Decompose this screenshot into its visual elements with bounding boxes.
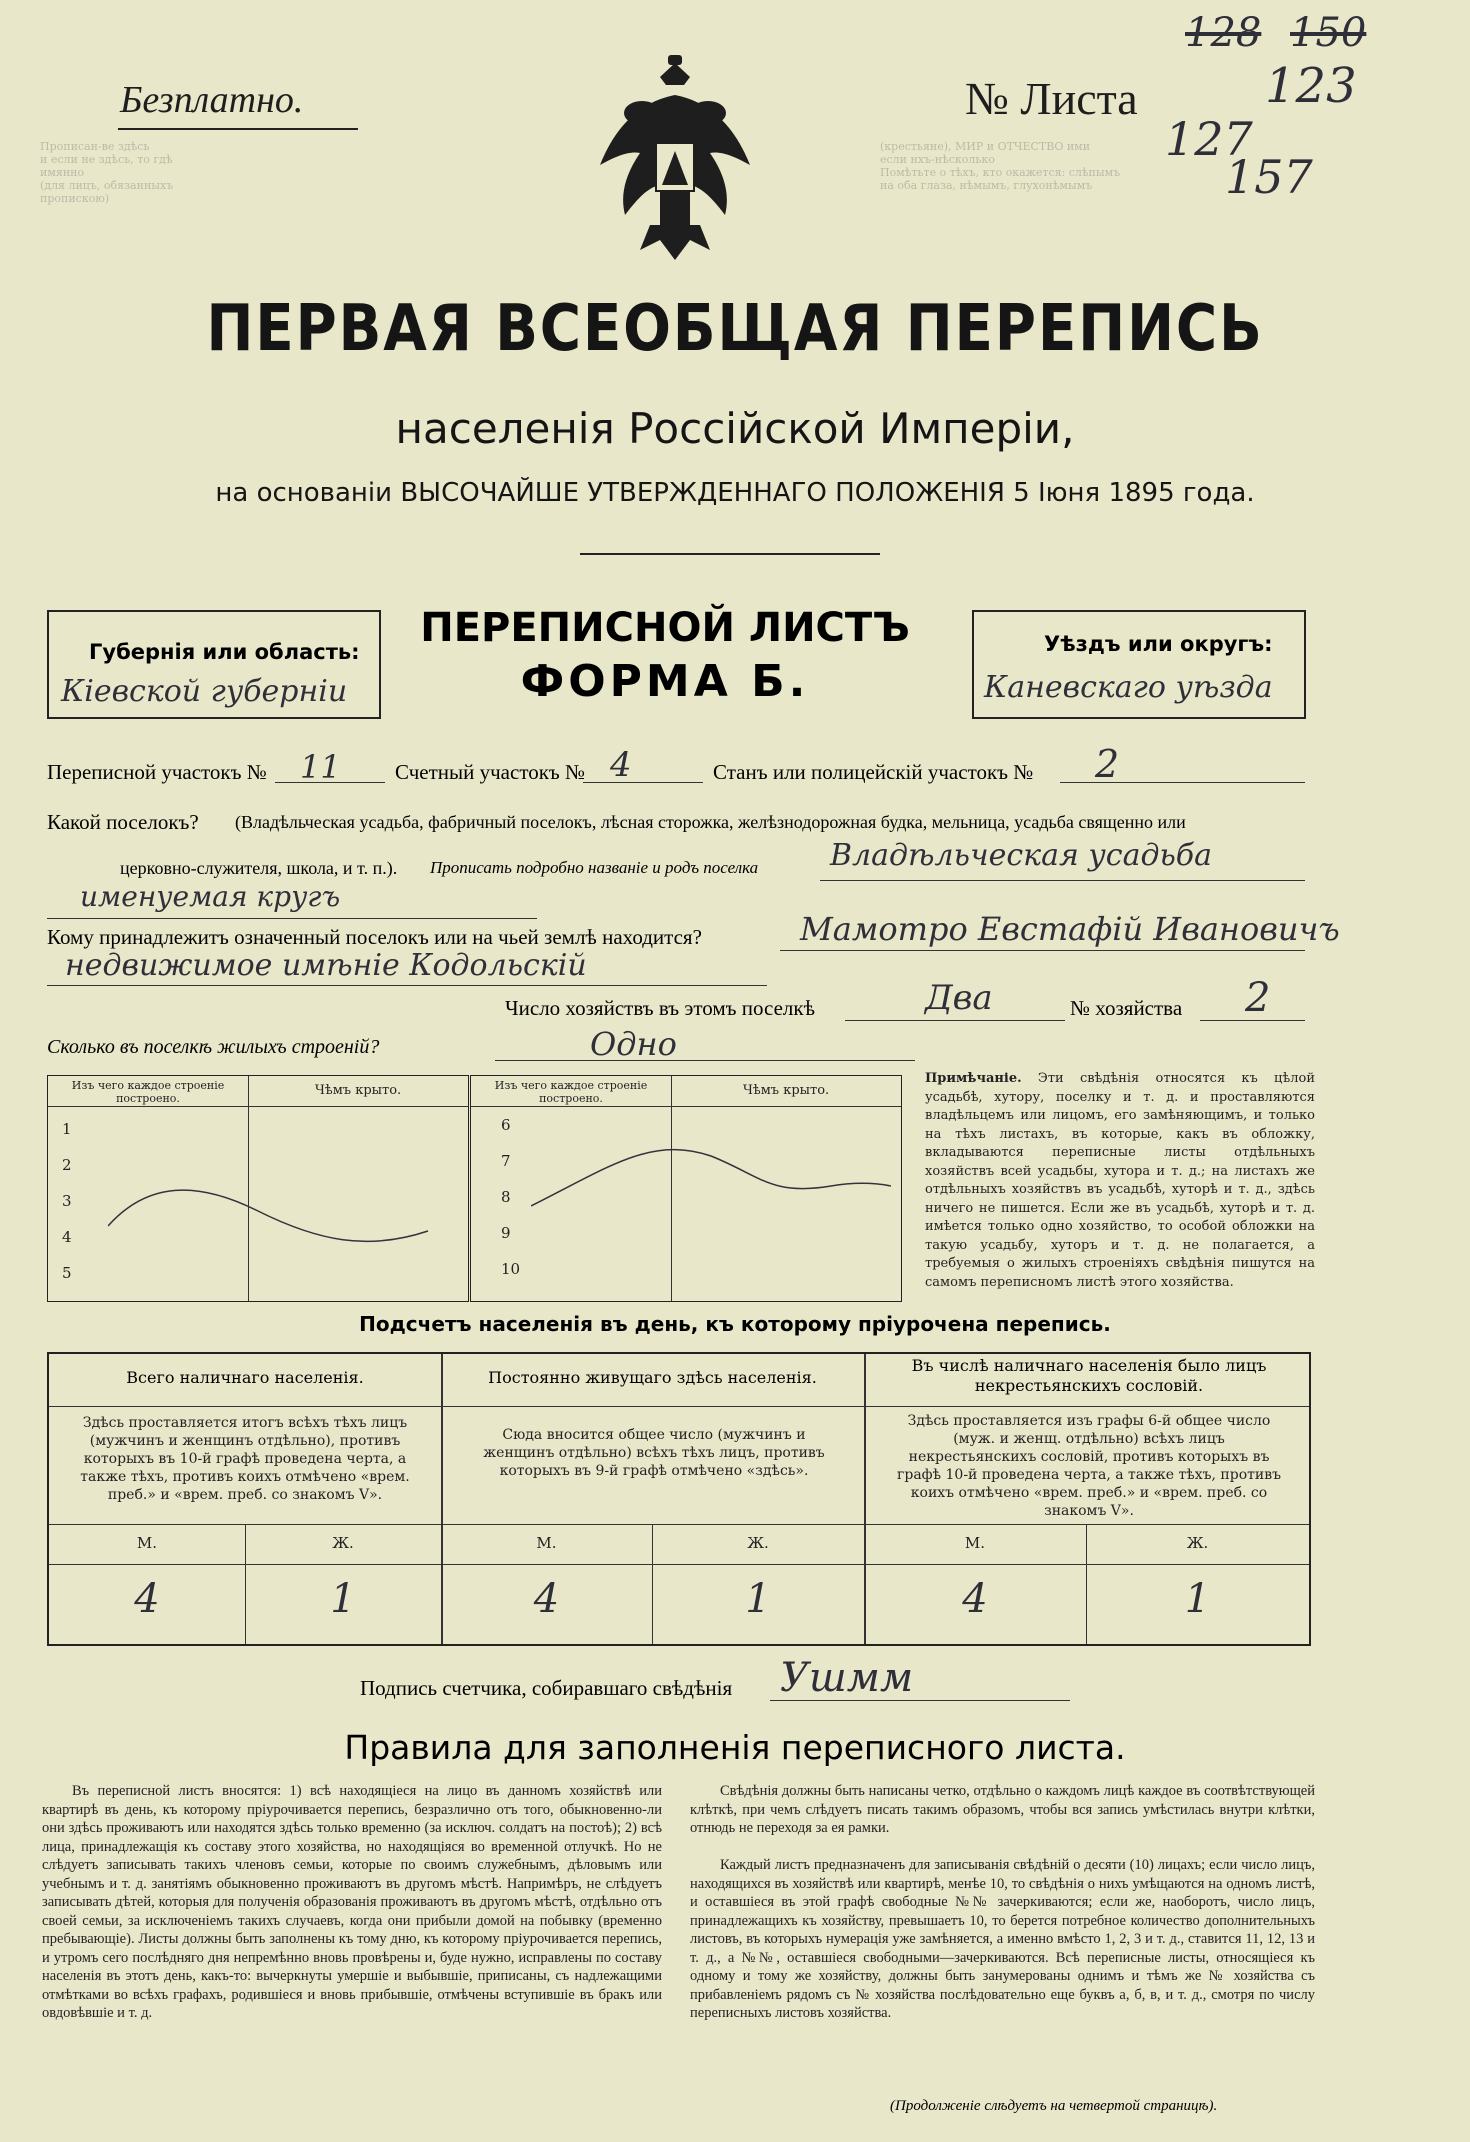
total-female-value: 1 [330, 1576, 356, 1622]
row-5: 5 [62, 1264, 72, 1282]
bleed-through-text: Прописан-ве здѣсь и если не здѣсь, то гдѣ имянно (для лицъ, обязанныхъ пропискою) [40, 140, 174, 205]
buildings-table-left [47, 1075, 469, 1302]
settlement-label: Какой поселокъ? [47, 810, 199, 834]
owner-value-1: Мамотро Евстафій Ивановичъ [800, 910, 1340, 948]
census-district-label: Переписной участокъ № [47, 760, 267, 784]
sheet-number-label: № Листа [965, 73, 1138, 124]
sheet-number-value: 123 [1265, 58, 1357, 114]
buildings-col2-header: Чѣмъ крыто. [314, 1083, 402, 1098]
buildings-col2-header-right: Чѣмъ крыто. [742, 1083, 830, 1098]
count-col3-text: Здѣсь проставляется изъ графы 6-й общее число (муж. и женщ. отдѣльно) всѣхъ лицъ некрестьянскихъ сословій, противъ которыхъ въ графѣ 10-й проведена черта, а также тѣхъ, противъ коихъ отмѣчено «врем. преб.» и «врем. преб. со знакомъ V». [897, 1413, 1281, 1519]
imperial-eagle-emblem-icon [580, 55, 770, 265]
col2-male-label: М. [536, 1534, 557, 1552]
free-label: Безплатно. [120, 79, 304, 121]
row-9: 9 [501, 1224, 511, 1242]
station-label: Станъ или полицейскій участокъ № [713, 760, 1034, 784]
province-box [47, 610, 381, 719]
count-col1-title: Всего наличнаго населенія. [126, 1368, 364, 1387]
strike-through-scribble-right [531, 1136, 891, 1216]
note-text: Эти свѣдѣнія относятся къ цѣлой усадьбѣ, хутору, поселку и т. д. и проставляются владѣльцемъ или лицомъ, его замѣняющимъ, и только на тѣхъ листахъ, въ которые, какъ въ обложку, вкладываются переписные листы отдѣльныхъ хозяйствъ всей усадьбы, хутора и т. д.; на листахъ же отдѣльныхъ хозяйствъ въ усадьбѣ, хуторѣ и т. д., здѣсь ничего не пишется. Если же въ усадьбѣ, хуторѣ и т. д. имѣется только одно хозяйство, то особой обложки на такую усадьбу, хуторъ и т. д. не полагается, а требуемыя о жилыхъ строеніяхъ свѣдѣнія пишутся на самомъ переписномъ листѣ этого хозяйства. [925, 1071, 1315, 1290]
row-10: 10 [501, 1260, 521, 1278]
count-heading: Подсчетъ населенія въ день, къ которому пріурочена перепись. [359, 1312, 1111, 1336]
households-line [845, 1020, 1065, 1021]
buildings-label: Сколько въ поселкѣ жилыхъ строеній? [47, 1036, 380, 1058]
sheet-number-alt-2: 157 [1225, 150, 1313, 204]
count-col2-text: Сюда вносится общее число (мужчинъ и женщинъ отдѣльно) всѣхъ тѣхъ лицъ, противъ которыхъ въ 9-й графѣ отмѣчено «здѣсь». [483, 1427, 825, 1479]
province-value: Кіевской губерніи [61, 674, 348, 709]
province-label: Губернія или область: [89, 640, 360, 664]
households-value: Два [925, 978, 993, 1018]
district-label: Уѣздъ или округъ: [1044, 632, 1273, 656]
count-col2-title: Постоянно живущаго здѣсь населенія. [488, 1368, 817, 1387]
households-label: Число хозяйствъ въ этомъ поселкѣ [505, 996, 815, 1020]
count-district-value: 4 [610, 745, 632, 785]
rules-right-paragraph-1: Свѣдѣнія должны быть написаны четко, отдѣльно о каждомъ лицѣ каждое въ соотвѣтствующей клѣткѣ, при чемъ слѣдуетъ писать такимъ образомъ, чтобы вся запись умѣстилась внутри клѣтки, отнюдь не переходя за ея рамки. [690, 1783, 1315, 1836]
settlement-hint: (Владѣльческая усадьба, фабричный поселокъ, лѣсная сторожка, желѣзнодорожная будка, мельница, усадьба священно или [235, 812, 1186, 832]
count-district-line [583, 782, 703, 783]
rules-heading: Правила для заполненія переписного листа. [344, 1728, 1126, 1767]
rules-right-paragraph-2: Каждый листъ предназначенъ для записыванія свѣдѣній о десяти (10) лицахъ; если число лицъ, находящихся въ хозяйствѣ или квартирѣ, менѣе 10, то свѣдѣнія о нихъ умѣщаются на одномъ листѣ, и оставшіеся въ этой графѣ свободные №№ зачеркиваются; если же, наоборотъ, число лицъ, принадлежащихъ къ хозяйству, превышаетъ 10, то берется потребное количество дополнительныхъ листовъ, въ которыхъ нумерація уже замѣняется, а именно вмѣсто 1, 2, 3 и т. д., ставится 11, 12, 13 и т. д., а №№, оставшіеся свободными—зачеркиваются. Всѣ переписные листы, относящіеся къ одному и тому же хозяйству, должны быть занумерованы однимъ и тѣмъ же № хозяйства съ прибавленіемъ рядомъ съ № хозяйства послѣдовательно еще буквъ а, б, в, и т. д., смотря по числу переписныхъ листовъ хозяйства. [690, 1857, 1315, 2021]
household-no-value: 2 [1245, 975, 1271, 1021]
sheet-number-alt: 127 [1165, 112, 1253, 166]
count-mf-rule [49, 1564, 1309, 1565]
settlement-value-1: Владѣльческая усадьба [830, 838, 1213, 873]
row-4: 4 [62, 1228, 72, 1246]
note-title: Примѣчаніе. [925, 1071, 1022, 1086]
owner-line-2 [47, 985, 767, 986]
form-name: ФОРМА Б. [520, 656, 810, 707]
station-value: 2 [1095, 742, 1120, 786]
rules-continued: (Продолженіе слѣдуетъ на четвертой страницѣ). [890, 2098, 1218, 2114]
settlement-hint-2: церковно-служителя, школа, и т. п.). [120, 858, 398, 878]
row-2: 2 [62, 1156, 72, 1174]
permanent-female-value: 1 [745, 1576, 771, 1622]
buildings-right-header-rule [471, 1106, 901, 1107]
decree-line: на основаніи ВЫСОЧАЙШЕ УТВЕРЖДЕННАГО ПОЛОЖЕНІЯ 5 Іюня 1895 года. [215, 478, 1255, 508]
district-value: Каневскаго уѣзда [984, 670, 1273, 705]
subtitle: населенія Россійской Имперіи, [395, 404, 1075, 453]
settlement-line-2 [47, 918, 537, 919]
buildings-table-right [470, 1075, 902, 1302]
crossed-number-1: 128 [1185, 10, 1262, 56]
nonpeasant-female-value: 1 [1184, 1576, 1211, 1622]
buildings-value: Одно [590, 1025, 677, 1063]
total-male-value: 4 [134, 1576, 160, 1622]
crossed-number-2: 150 [1290, 10, 1367, 56]
count-text-rule [49, 1524, 1309, 1525]
col1-female-label: Ж. [332, 1534, 354, 1552]
col3-female-label: Ж. [1186, 1534, 1209, 1552]
form-heading: ПЕРЕПИСНОЙ ЛИСТЪ [420, 605, 910, 651]
count-table [47, 1352, 1311, 1646]
count-title-rule [49, 1406, 1309, 1407]
note-block [925, 1070, 1315, 1292]
strike-through-scribble-left [108, 1171, 438, 1261]
row-7: 7 [501, 1152, 511, 1170]
row-6: 6 [501, 1116, 511, 1134]
main-title: ПЕРВАЯ ВСЕОБЩАЯ ПЕРЕПИСЬ [206, 292, 1264, 366]
buildings-col1-header-right: Изъ чего каждое строеніе построено. [494, 1079, 648, 1105]
buildings-line [495, 1060, 915, 1061]
buildings-left-header-rule [48, 1106, 468, 1107]
bleed-through-text-2: (крестьяне), МИР и ОТЧЕСТВО ими если нхъ-нѣсколько Помѣтьте о тѣхъ, кто окажется: слѣпымъ на оба глаза, нѣмымъ, глухонѣмымъ [880, 140, 1121, 192]
signature-label: Подпись счетчика, собиравшаго свѣдѣнія [360, 1676, 733, 1700]
owner-line-1 [780, 950, 1305, 951]
count-col1-text: Здѣсь проставляется итогъ всѣхъ тѣхъ лицъ (мужчинъ и женщинъ отдѣльно), противъ которыхъ въ 10-й графѣ проведена черта, а также тѣхъ, противъ коихъ отмѣчено «врем. преб.» и «врем. преб. со знакомъ V». [80, 1415, 410, 1503]
nonpeasant-male-value: 4 [962, 1576, 988, 1622]
household-no-label: № хозяйства [1070, 996, 1183, 1020]
col3-male-label: М. [964, 1534, 986, 1552]
owner-value-2: недвижимое имѣніе Кодольскій [65, 948, 587, 983]
row-8: 8 [501, 1188, 511, 1206]
rules-left-column: Въ переписной листъ вносятся: 1) всѣ находящіеся на лицо въ данномъ хозяйствѣ или квартирѣ въ день, къ которому пріурочивается перепись, безразлично отъ того, обыкновенно-ли они здѣсь проживаютъ или находятся здѣсь только временно (за исключ. солдатъ на постоѣ); 2) всѣ лица, принадлежащія къ составу этого хозяйства, но находящіяся во временной отлучкѣ. Но не слѣдуетъ записывать такихъ членовъ семьи, которые по своимъ служебнымъ, дѣловымъ или учебнымъ и т. д. занятіямъ обыкновенно проживаютъ въ другомъ мѣстѣ. Напримѣръ, не слѣдуетъ записывать дѣтей, которыя для полученія образованія проживаютъ въ другомъ мѣстѣ, отдѣльно отъ своей семьи, за исключеніемъ такихъ случаевъ, когда они прибыли домой на побывку (временно пребывающіе). Листы должны быть заполнены къ тому дню, къ которому пріурочивается перепись, и утромъ сего послѣдняго дня непремѣнно вновь провѣрены и, буде нужно, исправлены по составу населенія въ этотъ день, какъ-то: вычеркнуты умершіе и выбывшіе, приписаны, съ надлежащими отмѣтками во всѣхъ графахъ, родившіеся и вновь прибывшіе, отмѣчены вступившіе въ бракъ или овдовѣвшіе и т. д. [42, 1783, 662, 2021]
count-district-label: Счетный участокъ № [395, 760, 586, 784]
row-3: 3 [62, 1192, 72, 1210]
settlement-instruction: Прописать подробно названіе и родъ поселка [430, 858, 759, 877]
district-box [972, 610, 1306, 719]
permanent-male-value: 4 [533, 1576, 560, 1622]
settlement-value-2: именуемая кругъ [80, 880, 341, 913]
census-district-value: 11 [300, 748, 341, 786]
signature-value: Ушмм [780, 1655, 914, 1701]
row-1: 1 [62, 1120, 72, 1138]
buildings-col1-header: Изъ чего каждое строеніе построено. [71, 1079, 225, 1105]
col2-female-label: Ж. [747, 1534, 769, 1552]
title-divider [580, 553, 880, 555]
col1-male-label: М. [136, 1534, 158, 1552]
free-underline [118, 128, 358, 130]
settlement-line-1 [820, 880, 1305, 881]
count-col3-title: Въ числѣ наличнаго населенія было лицъ некрестьянскихъ сословій. [911, 1356, 1267, 1395]
owner-label: Кому принадлежитъ означенный поселокъ или на чьей землѣ находится? [47, 925, 702, 949]
